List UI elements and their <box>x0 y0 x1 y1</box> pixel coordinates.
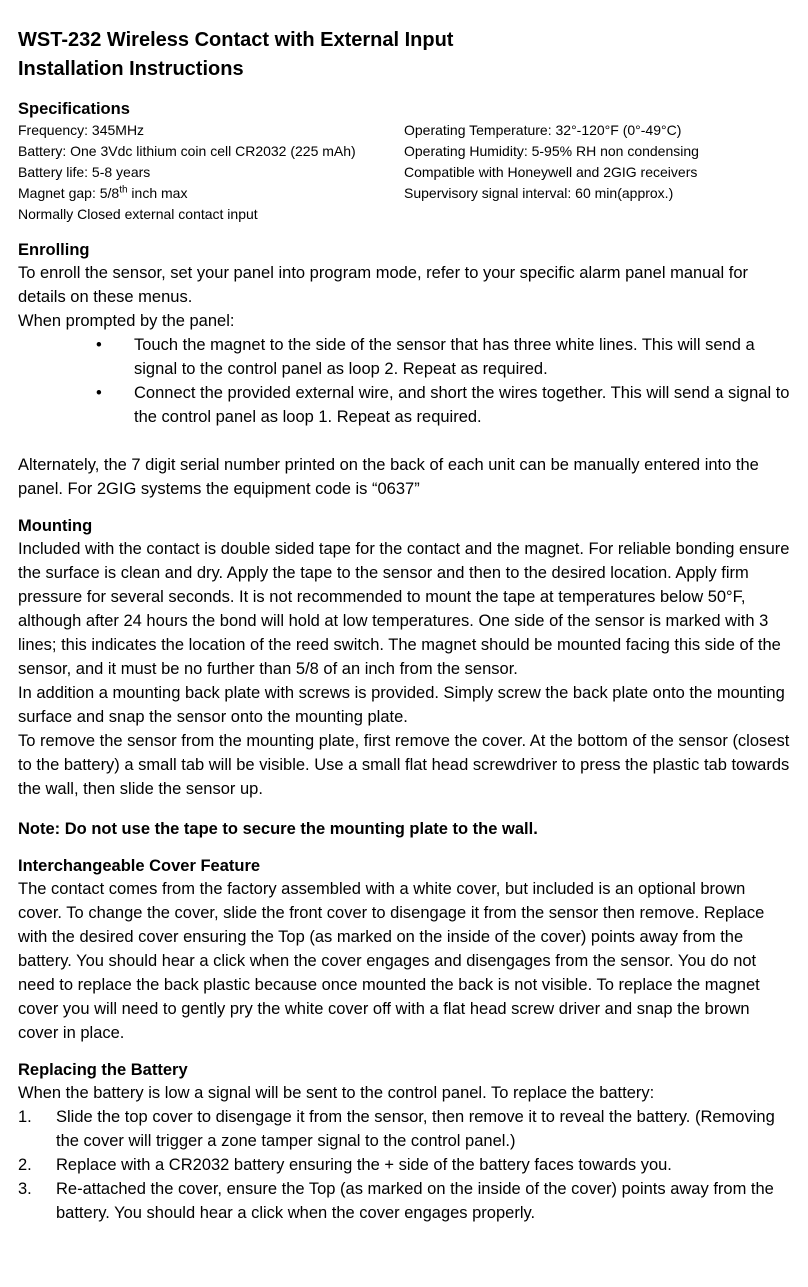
spec-external-input: Normally Closed external contact input <box>18 206 258 222</box>
mounting-paragraph-2: In addition a mounting back plate with screws is provided. Simply screw the back plate onto the mounting surface and snap the sensor onto the mounting plate. <box>18 684 785 726</box>
mounting-heading: Mounting <box>18 517 93 535</box>
enrolling-alternate: Alternately, the 7 digit serial number printed on the back of each unit can be manually entered into the panel. For 2GIG systems the equipment code is “0637” <box>18 456 759 498</box>
step-number: 1. <box>18 1108 32 1126</box>
cover-heading: Interchangeable Cover Feature <box>18 857 261 875</box>
specifications-right-column <box>404 120 790 225</box>
cover-section <box>18 855 790 1045</box>
specifications-heading: Specifications <box>18 100 130 118</box>
step-text: Slide the top cover to disengage it from the sensor, then remove it to reveal the battery. (Removing the cover will trigger a zone tamper signal to the control panel.) <box>56 1108 775 1150</box>
enrolling-heading: Enrolling <box>18 241 90 259</box>
list-item <box>18 1105 790 1153</box>
spec-operating-temperature: Operating Temperature: 32°-120°F (0°-49°C) <box>404 122 682 138</box>
step-text: Re-attached the cover, ensure the Top (as marked on the inside of the cover) points away from the battery. You should hear a click when the cover engages properly. <box>56 1180 774 1222</box>
bullet-icon: • <box>96 384 102 402</box>
battery-steps-list <box>18 1105 790 1225</box>
enrolling-section <box>18 239 790 501</box>
bullet-icon: • <box>96 336 102 354</box>
spec-magnet-gap <box>18 183 404 204</box>
specifications-left-column <box>18 120 404 225</box>
mounting-section <box>18 515 790 841</box>
battery-heading: Replacing the Battery <box>18 1061 188 1079</box>
spec-frequency: Frequency: 345MHz <box>18 122 145 138</box>
bullet-text: Touch the magnet to the side of the sensor that has three white lines. This will send a signal to the control panel as loop 2. Repeat as required. <box>134 336 755 378</box>
mounting-note: Note: Do not use the tape to secure the mounting plate to the wall. <box>18 820 538 838</box>
bullet-text: Connect the provided external wire, and short the wires together. This will send a signal to the control panel as loop 1. Repeat as required. <box>134 384 790 426</box>
spec-compatibility: Compatible with Honeywell and 2GIG receivers <box>404 164 698 180</box>
list-item <box>18 1153 790 1177</box>
list-item <box>18 1177 790 1225</box>
step-text: Replace with a CR2032 battery ensuring the + side of the battery faces towards you. <box>56 1156 672 1174</box>
title-line-2: Installation Instructions <box>18 58 244 80</box>
step-number: 2. <box>18 1156 32 1174</box>
spacer <box>18 429 790 453</box>
spec-magnet-gap-sup: th <box>119 184 128 196</box>
spec-operating-humidity: Operating Humidity: 5-95% RH non condensing <box>404 143 699 159</box>
spec-magnet-gap-label: Magnet gap: 5/8 <box>18 185 120 201</box>
enrolling-prompt: When prompted by the panel: <box>18 312 235 330</box>
step-number: 3. <box>18 1180 32 1198</box>
document-title <box>18 26 790 84</box>
cover-text: The contact comes from the factory assembled with a white cover, but included is an optional brown cover. To change the cover, slide the front cover to disengage it from the sensor then remove. Replace with the desired cover ensuring the Top (as marked on the inside of the cover) points away from the battery. You should hear a click when the cover engages and disengages from the sensor. You do not need to replace the back plastic because once mounted the back is not visible. To replace the magnet cover you will need to gently pry the white cover off with a flat head screw driver and snap the brown cover in place. <box>18 880 765 1042</box>
specifications-table <box>18 120 790 225</box>
battery-section <box>18 1059 790 1225</box>
list-item <box>18 381 790 429</box>
title-line-1: WST-232 Wireless Contact with External Input <box>18 29 454 51</box>
list-item <box>18 333 790 381</box>
enrolling-intro: To enroll the sensor, set your panel into program mode, refer to your specific alarm panel manual for details on these menus. <box>18 264 749 306</box>
mounting-paragraph-3: To remove the sensor from the mounting plate, first remove the cover. At the bottom of the sensor (closest to the battery) a small tab will be visible. Use a small flat head screwdriver to press the plastic tab towards the wall, then slide the sensor up. <box>18 732 790 798</box>
spec-battery: Battery: One 3Vdc lithium coin cell CR2032 (225 mAh) <box>18 143 356 159</box>
mounting-paragraph-1: Included with the contact is double sided tape for the contact and the magnet. For reliable bonding ensure the surface is clean and dry. Apply the tape to the sensor and then to the desired location. Apply firm pressure for several seconds. It is not recommended to mount the tape at temperatures below 50°F, although after 24 hours the bond will hold at low temperatures. One side of the sensor is marked with 3 lines; this indicates the location of the reed switch. The magnet should be mounted facing this side of the sensor, and it must be no further than 5/8 of an inch from the sensor. <box>18 540 790 678</box>
spec-battery-life: Battery life: 5-8 years <box>18 164 151 180</box>
spec-supervisory-interval: Supervisory signal interval: 60 min(approx.) <box>404 185 674 201</box>
spec-magnet-gap-tail: inch max <box>127 185 188 201</box>
battery-intro: When the battery is low a signal will be sent to the control panel. To replace the battery: <box>18 1084 655 1102</box>
specifications-section <box>18 98 790 225</box>
enrolling-bullet-list <box>18 333 790 429</box>
